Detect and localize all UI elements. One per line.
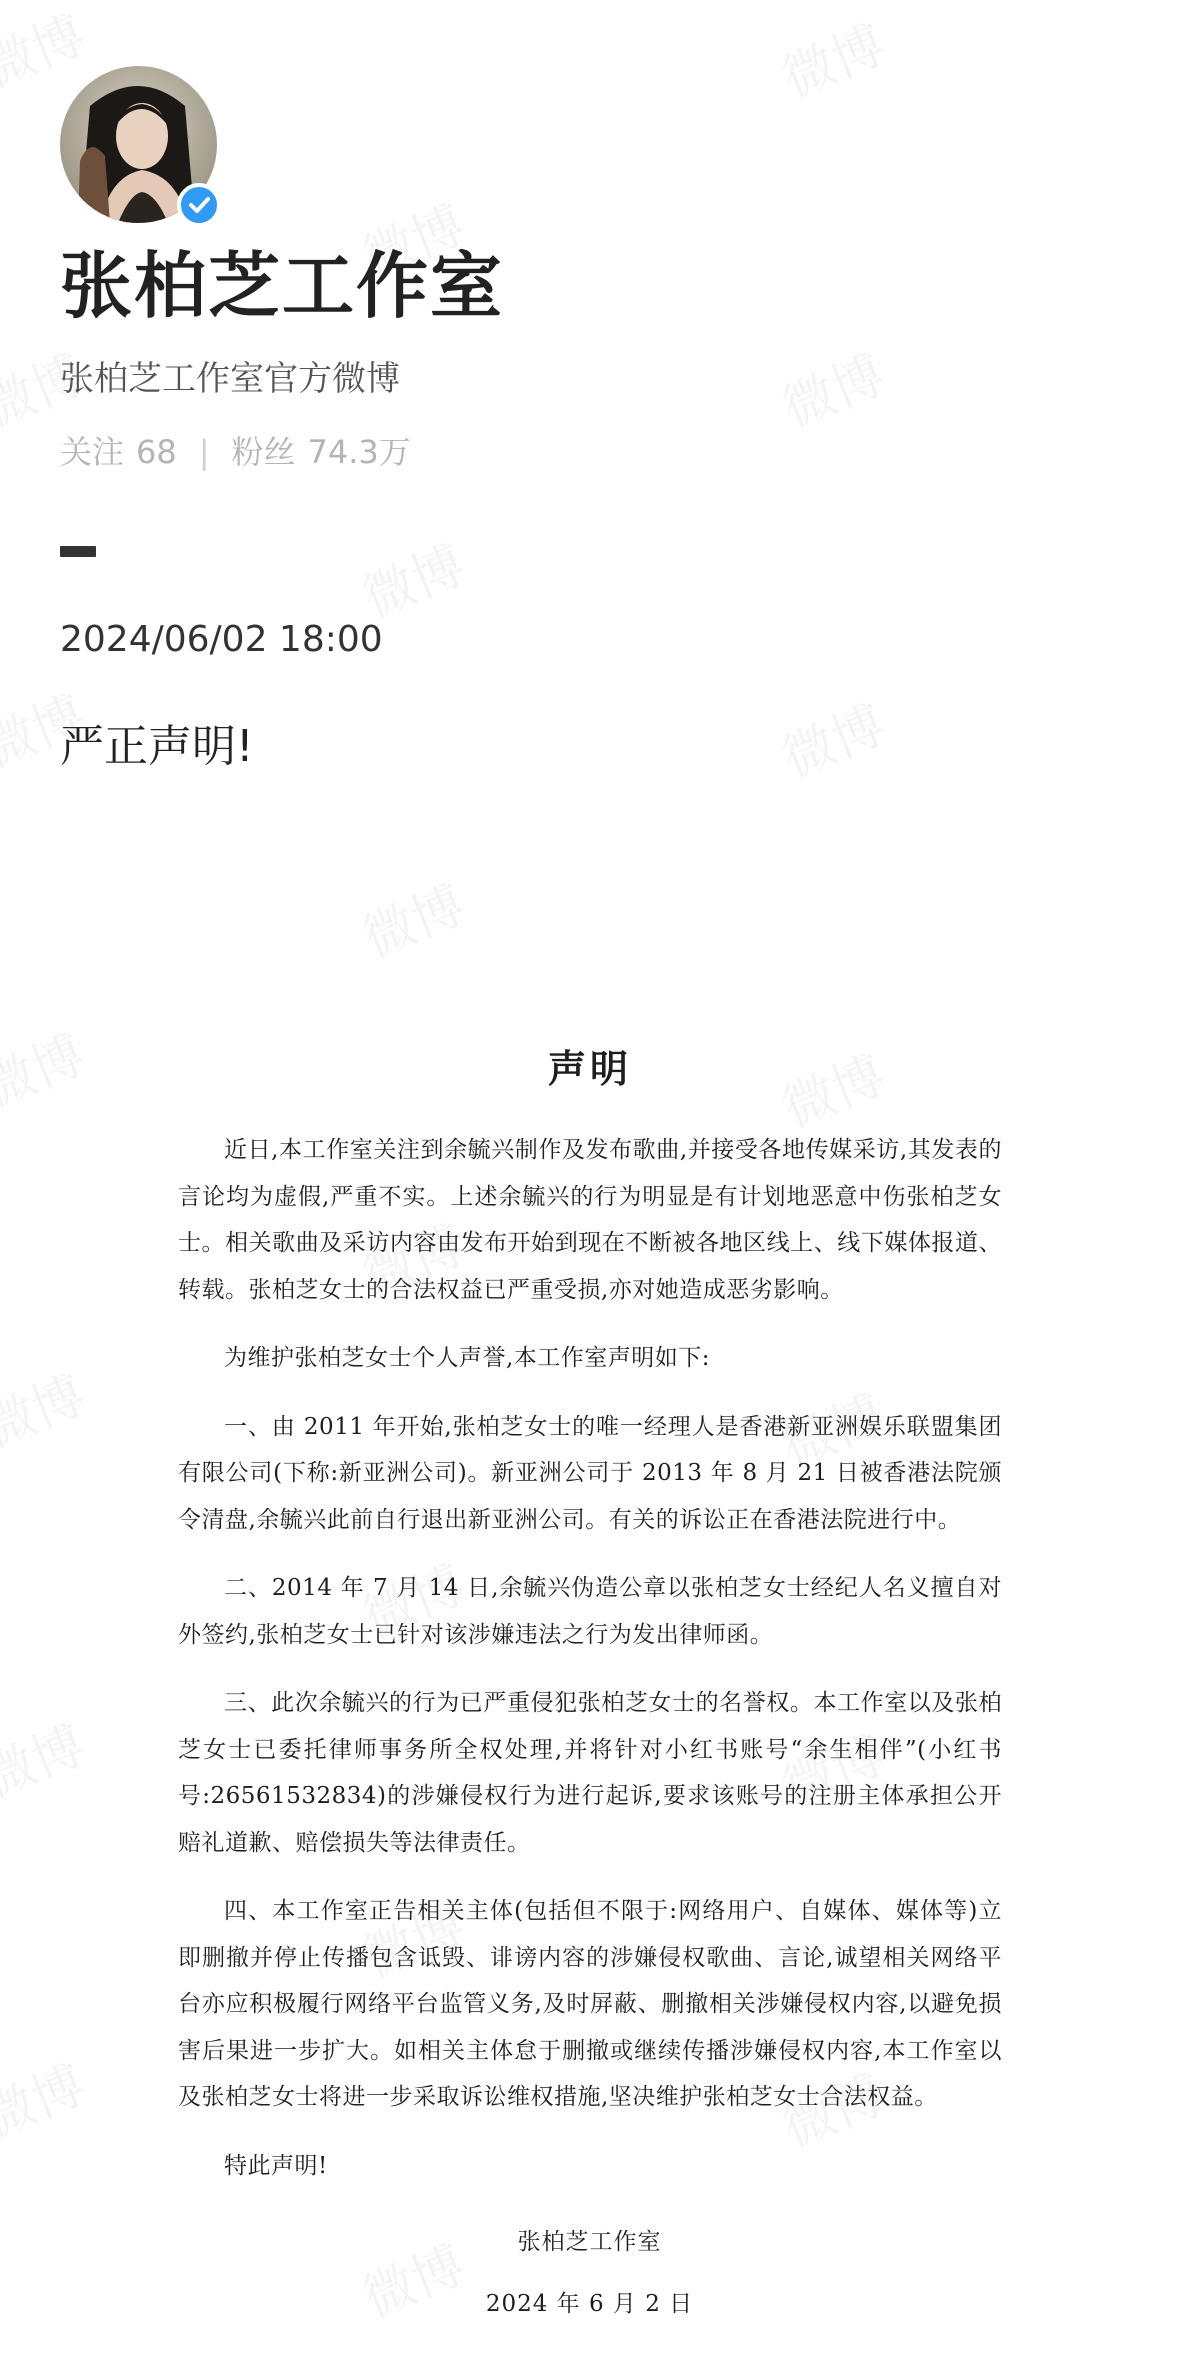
following-count: 68 xyxy=(136,433,177,471)
followers-count: 74.3万 xyxy=(307,433,411,471)
statement-date: 2024 年 6 月 2 日 xyxy=(485,2291,694,2317)
watermark-text xyxy=(0,1703,94,1812)
watermark-text xyxy=(350,523,475,632)
watermark-text xyxy=(0,0,94,102)
profile-name: 张柏芝工作室 xyxy=(60,244,505,328)
stats-separator: | xyxy=(198,433,210,471)
following-stat[interactable] xyxy=(60,433,177,471)
statement-paragraph: 特此声明! xyxy=(224,2152,328,2179)
statement-document[interactable] xyxy=(178,1028,1002,2211)
watermark-text xyxy=(770,683,895,792)
profile-stats xyxy=(60,433,411,471)
verified-badge-icon xyxy=(177,183,221,227)
statement-paragraph: 二、2014 年 7 月 14 日,余毓兴伪造公章以张柏芝女士经纪人名义擅自对外签约,张柏芝女士已针对该涉嫌违法之行为发出律师函。 xyxy=(178,1575,1002,1648)
statement-paragraph: 为维护张柏芝女士个人声誉,本工作室声明如下: xyxy=(224,1345,711,1371)
watermark-text xyxy=(0,2043,94,2152)
profile-description: 张柏芝工作室官方微博 xyxy=(60,359,400,399)
statement-paragraph: 四、本工作室正告相关主体(包括但不限于:网络用户、自媒体、媒体等)立即删撤并停止传播包含诋毁、诽谤内容的涉嫌侵权歌曲、言论,诚望相关网络平台亦应积极履行网络平台监管义务,及时屏蔽、删撤相关涉嫌侵权内容,以避免损害后果进一步扩大。如相关主体怠于删撤或继续传播涉嫌侵权内容,本工作室以及张柏芝女士将进一步采取诉讼维权措施,坚决维护张柏芝女士合法权益。 xyxy=(178,1898,1002,2110)
post-text: 严正声明! xyxy=(60,721,254,772)
avatar[interactable] xyxy=(60,66,217,223)
watermark-text xyxy=(350,863,475,972)
divider-mark xyxy=(60,546,96,557)
statement-paragraph: 一、由 2011 年开始,张柏芝女士的唯一经理人是香港新亚洲娱乐联盟集团有限公司(下称:新亚洲公司)。新亚洲公司于 2013 年 8 月 21 日被香港法院颁令清盘,余毓兴此前自行退出新亚洲公司。有关的诉讼正在香港法院进行中。 xyxy=(178,1413,1002,1533)
following-label: 关注 xyxy=(60,433,125,471)
followers-label: 粉丝 xyxy=(231,433,296,471)
statement-paragraph: 三、此次余毓兴的行为已严重侵犯张柏芝女士的名誉权。本工作室以及张柏芝女士已委托律师事务所全权处理,并将针对小红书账号“余生相伴”(小红书号:26561532834)的涉嫌侵权行为进行起诉,要求该账号的注册主体承担公开赔礼道歉、赔偿损失等法律责任。 xyxy=(178,1690,1002,1856)
followers-stat[interactable] xyxy=(232,433,411,471)
watermark-text xyxy=(0,1013,94,1122)
statement-paragraph: 近日,本工作室关注到余毓兴制作及发布歌曲,并接受各地传媒采访,其发表的言论均为虚假,严重不实。上述余毓兴的行为明显是有计划地恶意中伤张柏芝女士。相关歌曲及采访内容由发布开始到现在不断被各地区线上、线下媒体报道、转载。张柏芝女士的合法权益已严重受损,亦对她造成恶劣影响。 xyxy=(178,1137,1002,1303)
watermark-text xyxy=(770,333,895,442)
watermark-text xyxy=(770,3,895,112)
post-timestamp: 2024/06/02 18:00 xyxy=(60,619,383,660)
watermark-text xyxy=(0,1353,94,1462)
statement-signature: 张柏芝工作室 xyxy=(517,2229,662,2255)
statement-title: 声明 xyxy=(547,1047,632,1091)
